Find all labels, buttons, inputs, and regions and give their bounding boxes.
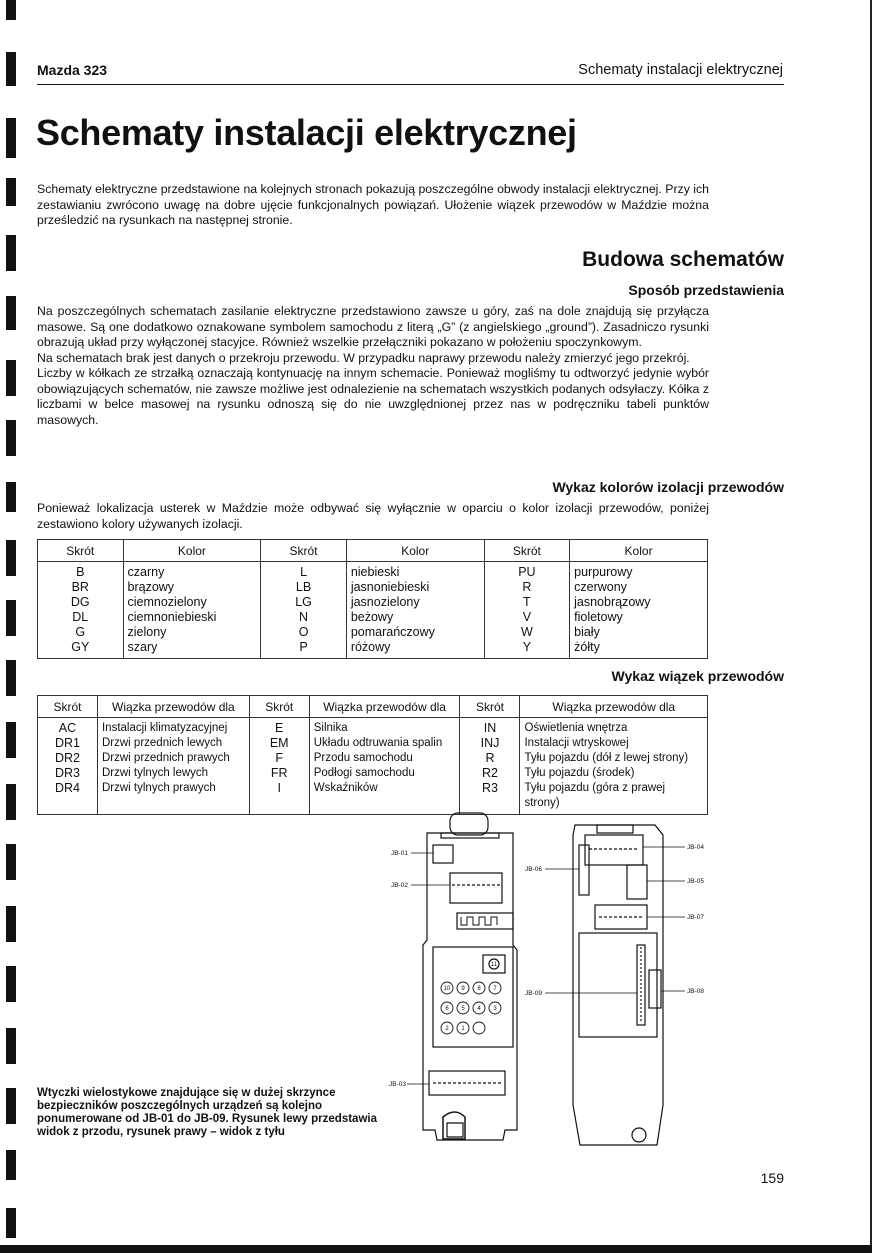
figure-caption: Wtyczki wielostykowe znajdujące się w dużej skrzynce bezpieczników poszczególnych urządzeń są kolejno ponumerowane od JB-01 do JB-09. Rysunek lewy przedstawia widok z przodu, rysunek prawy – widok z tyłu — [37, 1087, 377, 1138]
scan-mark — [6, 178, 16, 206]
running-header-left: Mazda 323 — [37, 62, 108, 78]
paragraph-references: Liczby w kółkach ze strzałką oznaczają kontynuację na innym schemacie. Ponieważ mogliśmy tu odtworzyć jedynie wybór obowiązujących schematów, nie zawsze możliwe jest odnalezienie na schematach wszystkich podanych odsyłaczy. Kółka z liczbami w belce masowej na rysunku odnoszą się do nie uwzględnionej przez nas w podręczniku tabeli punktów masowych. — [37, 366, 709, 427]
running-header-right: Schematy instalacji elektrycznej — [578, 62, 783, 78]
header-rule — [37, 84, 784, 85]
harness-codes: E EM F FR I — [249, 718, 309, 815]
scan-mark — [6, 420, 16, 456]
fuse-panel — [433, 947, 513, 1047]
page-number: 159 — [760, 1170, 784, 1186]
rear-top-connector — [597, 825, 633, 833]
scan-mark — [6, 296, 16, 330]
jb04-connector — [585, 835, 643, 865]
jb06-connector — [579, 845, 589, 895]
jb05-connector — [627, 865, 647, 899]
mounting-hole — [632, 1128, 646, 1142]
paragraph-power: Na poszczególnych schematach zasilanie elektryczne przedstawiono zawsze u góry, zaś na dole znajdują się przyłącza masowe. Są one dodatkowo oznakowane symbolem samochodu z literą „G” (z angielskiego „ground”). Zasadniczo rysunki obrazują układ przy wyłączonej stacyjce. Również wszelkie przełączniki pokazano w położeniu spoczynkowym. — [37, 304, 709, 349]
harness-codes: AC DR1 DR2 DR3 DR4 — [38, 718, 98, 815]
scan-mark — [6, 784, 16, 820]
table-header: Skrót — [38, 696, 98, 718]
label-jb07: JB-07 — [687, 914, 704, 921]
color-codes: L LB LG N O P — [261, 562, 347, 659]
fuse-number: 3 — [493, 1006, 497, 1012]
harness-heading: Wykaz wiązek przewodów — [611, 668, 784, 684]
scan-mark — [6, 360, 16, 396]
fuse-box-diagram — [385, 805, 715, 1150]
fuse-number: 9 — [461, 986, 465, 992]
scan-mark — [6, 482, 16, 512]
front-view — [423, 813, 517, 1140]
fuse-number: 8 — [477, 986, 481, 992]
scan-mark — [6, 844, 16, 880]
fuse-number: 4 — [477, 1006, 481, 1012]
scan-mark — [6, 660, 16, 696]
label-jb06: JB-06 — [525, 866, 542, 873]
fuse-number: 5 — [461, 1006, 465, 1012]
rear-view — [573, 825, 663, 1145]
scan-mark — [6, 1150, 16, 1180]
fuse-number: 6 — [445, 1006, 449, 1012]
scan-mark — [6, 118, 16, 158]
scan-mark — [6, 1208, 16, 1238]
color-names: purpurowy czerwony jasnobrązowy fioletowy biały żółty — [570, 562, 708, 659]
fuse-number: 7 — [493, 986, 497, 992]
scan-mark — [6, 722, 16, 758]
section-subheading: Sposób przedstawienia — [628, 282, 784, 298]
front-top-tab — [450, 813, 488, 835]
table-header: Wiązka przewodów dla — [97, 696, 249, 718]
table-header: Skrót — [261, 540, 347, 562]
harness-codes: IN INJ R R2 R3 — [460, 718, 520, 815]
table-header: Skrót — [38, 540, 124, 562]
fuse-number: 1 — [461, 1026, 465, 1032]
fuse-number: 11 — [490, 962, 498, 968]
scan-mark — [6, 52, 16, 86]
harness-names: Oświetlenia wnętrza Instalacji wtryskowej Tyłu pojazdu (dół z lewej strony) Tyłu pojazdu (środek) Tyłu pojazdu (góra z prawej strony) — [520, 718, 708, 815]
label-jb01: JB-01 — [391, 850, 408, 857]
jb02-connector — [450, 873, 502, 903]
harness-names: Instalacji klimatyzacyjnej Drzwi przednich lewych Drzwi przednich prawych Drzwi tylnych lewych Drzwi tylnych prawych — [97, 718, 249, 815]
color-codes: PU R T V W Y — [484, 562, 570, 659]
scan-mark — [6, 906, 16, 942]
table-header: Skrót — [460, 696, 520, 718]
table-header: Skrót — [249, 696, 309, 718]
label-jb08: JB-08 — [687, 988, 704, 995]
label-jb05: JB-05 — [687, 878, 704, 885]
scan-mark — [6, 235, 16, 271]
jb01-connector — [433, 845, 453, 863]
color-names: czarny brązowy ciemnozielony ciemnoniebieski zielony szary — [123, 562, 261, 659]
jb08-connector — [649, 970, 661, 1008]
table-header: Kolor — [123, 540, 261, 562]
color-names: niebieski jasnoniebieski jasnozielony beżowy pomarańczowy różowy — [346, 562, 484, 659]
paragraph-cross-section: Na schematach brak jest danych o przekroju przewodu. W przypadku naprawy przewodu należy zmierzyć jego przekrój. — [37, 350, 690, 365]
color-codes: B BR DG DL G GY — [38, 562, 124, 659]
section-heading: Budowa schematów — [582, 248, 784, 271]
label-jb03: JB-03 — [389, 1081, 406, 1088]
fuse-number: 2 — [445, 1026, 449, 1032]
scan-mark — [6, 1028, 16, 1064]
section-body — [37, 304, 709, 428]
table-header: Kolor — [570, 540, 708, 562]
scan-mark — [6, 600, 16, 636]
harness-names: Silnika Układu odtruwania spalin Przodu samochodu Podłogi samochodu Wskaźników — [309, 718, 460, 815]
intro-paragraph: Schematy elektryczne przedstawione na kolejnych stronach pokazują poszczególne obwody instalacji elektrycznej. Przy ich zestawianiu zwrócono uwagę na dobre ujęcie funkcjonalnych powiązań. Ułożenie wiązek przewodów w Maździe można prześledzić na rysunkach na następnej stronie. — [37, 182, 709, 227]
page-title: Schematy instalacji elektrycznej — [36, 112, 577, 153]
table-header: Kolor — [346, 540, 484, 562]
label-jb09: JB-09 — [525, 990, 542, 997]
scan-mark — [6, 0, 16, 20]
table-header: Wiązka przewodów dla — [309, 696, 460, 718]
colors-table — [37, 539, 708, 659]
table-header: Skrót — [484, 540, 570, 562]
fuse-number: 10 — [443, 986, 451, 992]
scan-mark — [6, 1088, 16, 1124]
table-header: Wiązka przewodów dla — [520, 696, 708, 718]
scan-mark — [6, 966, 16, 1002]
front-outline — [423, 833, 517, 1140]
colors-intro: Ponieważ lokalizacja usterek w Maździe może odbywać się wyłącznie w oparciu o kolor izolacji przewodów, poniżej zestawiono kolory używanych izolacji. — [37, 501, 709, 531]
colors-heading: Wykaz kolorów izolacji przewodów — [552, 479, 784, 495]
label-jb02: JB-02 — [391, 882, 408, 889]
harness-table — [37, 695, 708, 815]
page-bottom-bar — [0, 1245, 872, 1253]
scan-mark — [6, 540, 16, 576]
label-jb04: JB-04 — [687, 844, 704, 851]
